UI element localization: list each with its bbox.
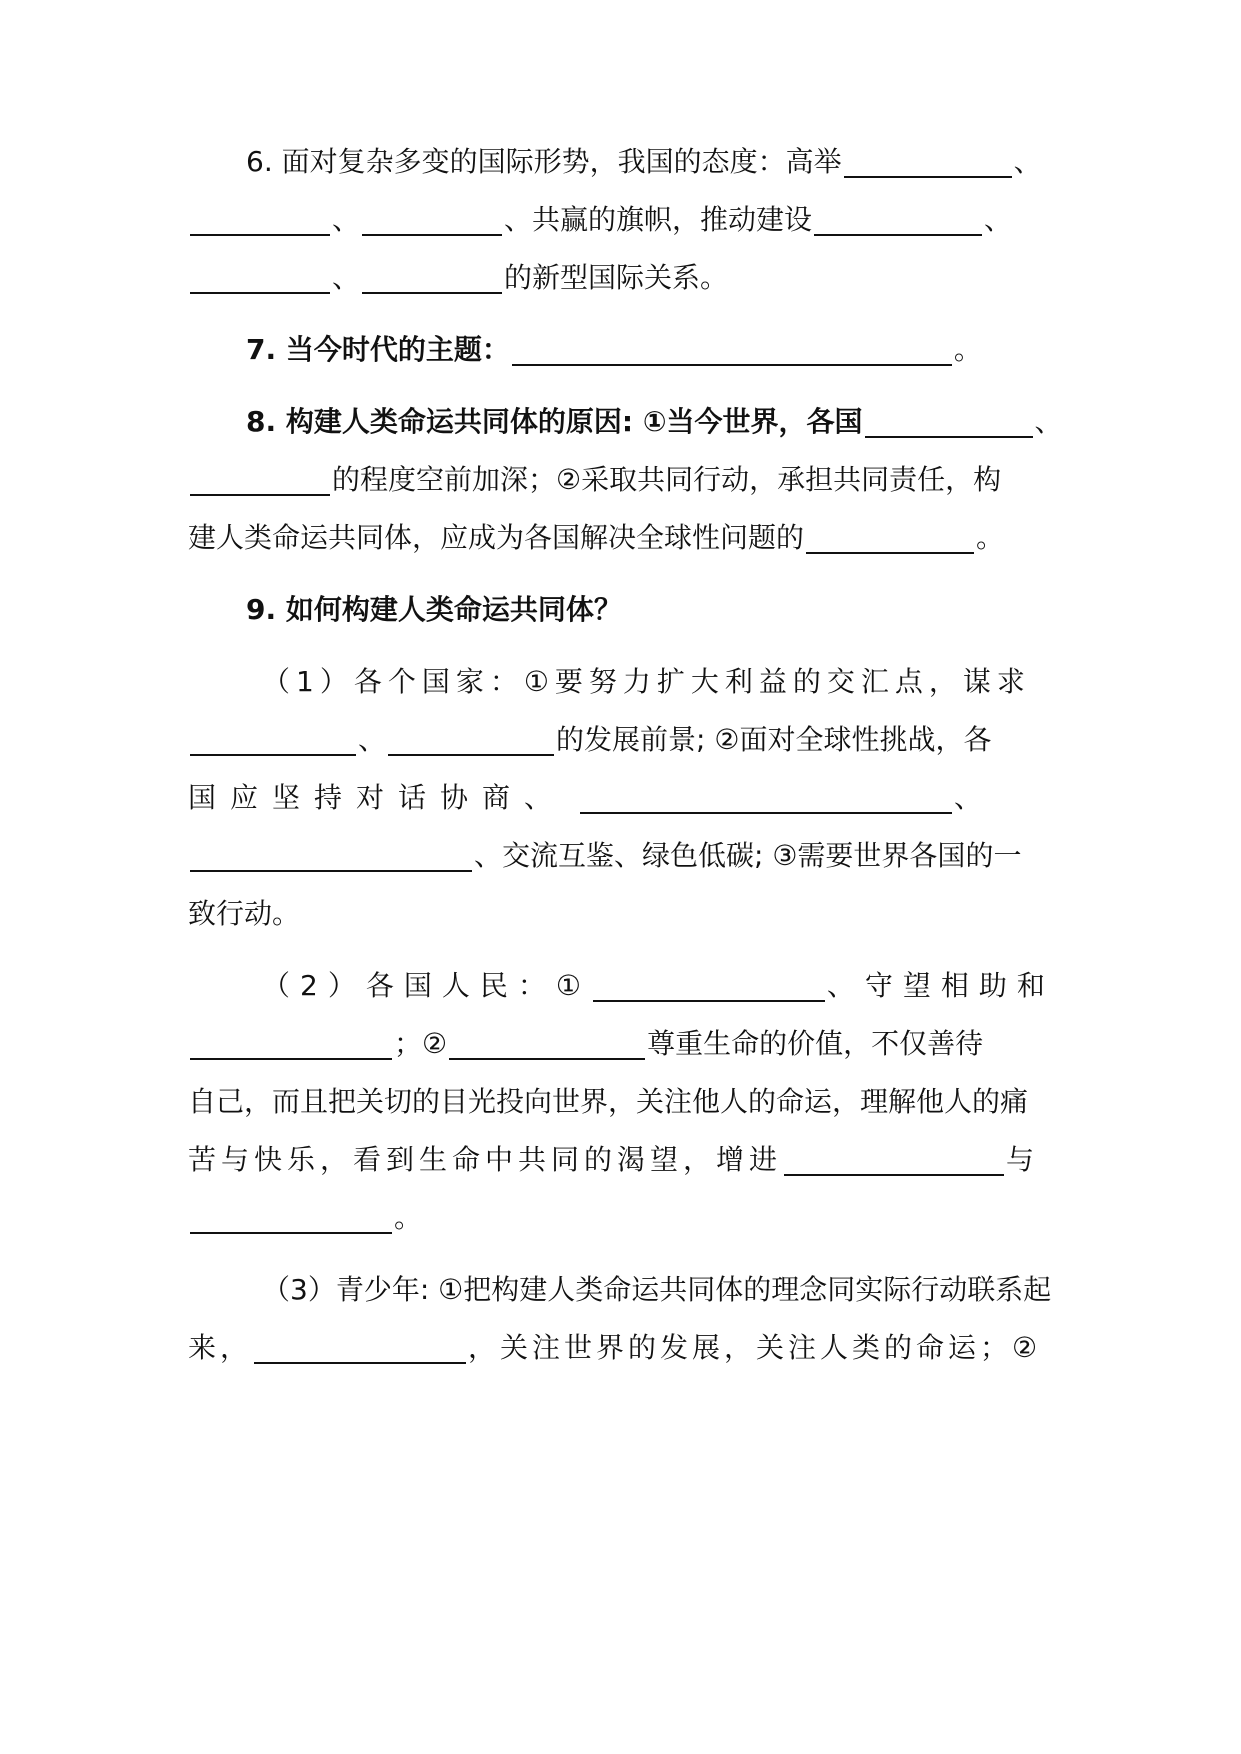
q9-p2-text-4b: 与	[1006, 1143, 1040, 1176]
q9-p1-blank-4[interactable]	[190, 840, 472, 872]
q7-blank[interactable]	[512, 334, 952, 366]
q6-mid-text: 、共赢的旗帜，推动建设	[504, 203, 813, 236]
q8-text: 8. 构建人类命运共同体的原因: ①当今世界，各国	[246, 405, 863, 438]
q9-p1-blank-1[interactable]	[190, 724, 356, 756]
q6-blank-2[interactable]	[190, 204, 330, 236]
q8-line-3	[188, 518, 1058, 558]
q9-p2-line-1	[262, 966, 1058, 1006]
q9-p2-blank-3[interactable]	[449, 1028, 645, 1060]
q6-text: 6. 面对复杂多变的国际形势，我国的态度：高举	[246, 145, 842, 178]
q9-p1-sep: 、	[358, 723, 387, 756]
q9-p1-line-2	[188, 720, 1058, 760]
q9-p1-text-2: 的发展前景; ②面对全球性挑战，各	[556, 723, 992, 756]
q9-p2-blank-1[interactable]	[593, 970, 825, 1002]
q9-p3-text-2a: 来，	[188, 1331, 253, 1364]
q6-blank-5[interactable]	[190, 262, 330, 294]
q6-blank-3[interactable]	[362, 204, 502, 236]
q9-p2-blank-5[interactable]	[190, 1202, 392, 1234]
q9-p3-line-1	[262, 1270, 1058, 1310]
q8-sep: 、	[1034, 405, 1063, 438]
q8-end: 。	[976, 521, 1005, 554]
q9-p1-sep: 、	[954, 781, 997, 814]
q9-p2-text-4: 苦与快乐，看到生命中共同的渴望，增进	[188, 1143, 783, 1176]
q9-p1-line-3	[188, 778, 1058, 818]
q9-p1-text-4: 、交流互鉴、绿色低碳; ③需要世界各国的一	[474, 839, 1022, 872]
q9-p3-blank-1[interactable]	[254, 1332, 466, 1364]
q9-p3-line-2	[188, 1328, 1058, 1368]
q9-p1-line-1	[262, 662, 1058, 702]
q9-title	[246, 590, 1058, 630]
q9-p1-line-4	[188, 836, 1058, 876]
q7-text: 7. 当今时代的主题：	[246, 333, 510, 366]
q9-p2-text-2b: 尊重生命的价值，不仅善待	[647, 1027, 984, 1060]
q6-sep: 、	[332, 203, 361, 236]
q9-p1-blank-2[interactable]	[388, 724, 554, 756]
q8-text-2: 的程度空前加深；②采取共同行动，承担共同责任，构	[332, 463, 1002, 496]
q9-p2-blank-4[interactable]	[784, 1144, 1004, 1176]
q9-p2-line-3	[188, 1082, 1058, 1122]
q6-line-3	[188, 258, 1058, 298]
q8-blank-3[interactable]	[806, 522, 974, 554]
q6-sep: 、	[984, 203, 1013, 236]
q6-line-1	[246, 142, 1058, 182]
q9-p2-text-2a: ；②	[394, 1027, 448, 1060]
q6-line-2	[188, 200, 1058, 240]
q6-sep: 、	[332, 261, 361, 294]
q9-p3-text-1: （3）青少年: ①把构建人类命运共同体的理念同实际行动联系起	[262, 1273, 1052, 1306]
q9-p1-text-3: 国应坚持对话协商、	[188, 781, 567, 814]
q9-p1-text-1: （1）各个国家：①要努力扩大利益的交汇点，谋求	[262, 665, 1031, 698]
q8-line-1	[246, 402, 1063, 442]
q6-blank-4[interactable]	[814, 204, 982, 236]
q9-p1-text-5: 致行动。	[188, 897, 301, 930]
q9-p2-blank-2[interactable]	[190, 1028, 392, 1060]
q9-p1-blank-3[interactable]	[580, 782, 952, 814]
q9-p3-text-2b: ，关注世界的发展，关注人类的命运；②	[468, 1331, 1042, 1364]
q9-p2-line-2	[188, 1024, 1058, 1064]
q9-title-text: 9. 如何构建人类命运共同体？	[246, 593, 622, 626]
q9-p2-text-1b: 、守望相助和	[826, 969, 1055, 1002]
q9-p1-line-5	[188, 894, 1058, 934]
q7-end: 。	[953, 333, 982, 366]
q7-line	[246, 330, 1058, 370]
q8-text-3: 建人类命运共同体，应成为各国解决全球性问题的	[188, 521, 805, 554]
q8-line-2	[188, 460, 1058, 500]
q9-p2-line-4	[188, 1140, 1058, 1180]
q6-sep: 、	[1013, 145, 1042, 178]
q9-p2-end: 。	[394, 1201, 423, 1234]
q6-end-text: 的新型国际关系。	[504, 261, 729, 294]
q8-blank-2[interactable]	[190, 464, 330, 496]
q8-blank-1[interactable]	[865, 406, 1033, 438]
q6-blank-1[interactable]	[844, 146, 1012, 178]
q9-p2-text-1: （2）各国人民：①	[262, 969, 591, 1002]
q9-p2-text-3: 自己，而且把关切的目光投向世界，关注他人的命运，理解他人的痛	[188, 1085, 1029, 1118]
q9-p2-line-5	[188, 1198, 1058, 1238]
q6-blank-6[interactable]	[362, 262, 502, 294]
